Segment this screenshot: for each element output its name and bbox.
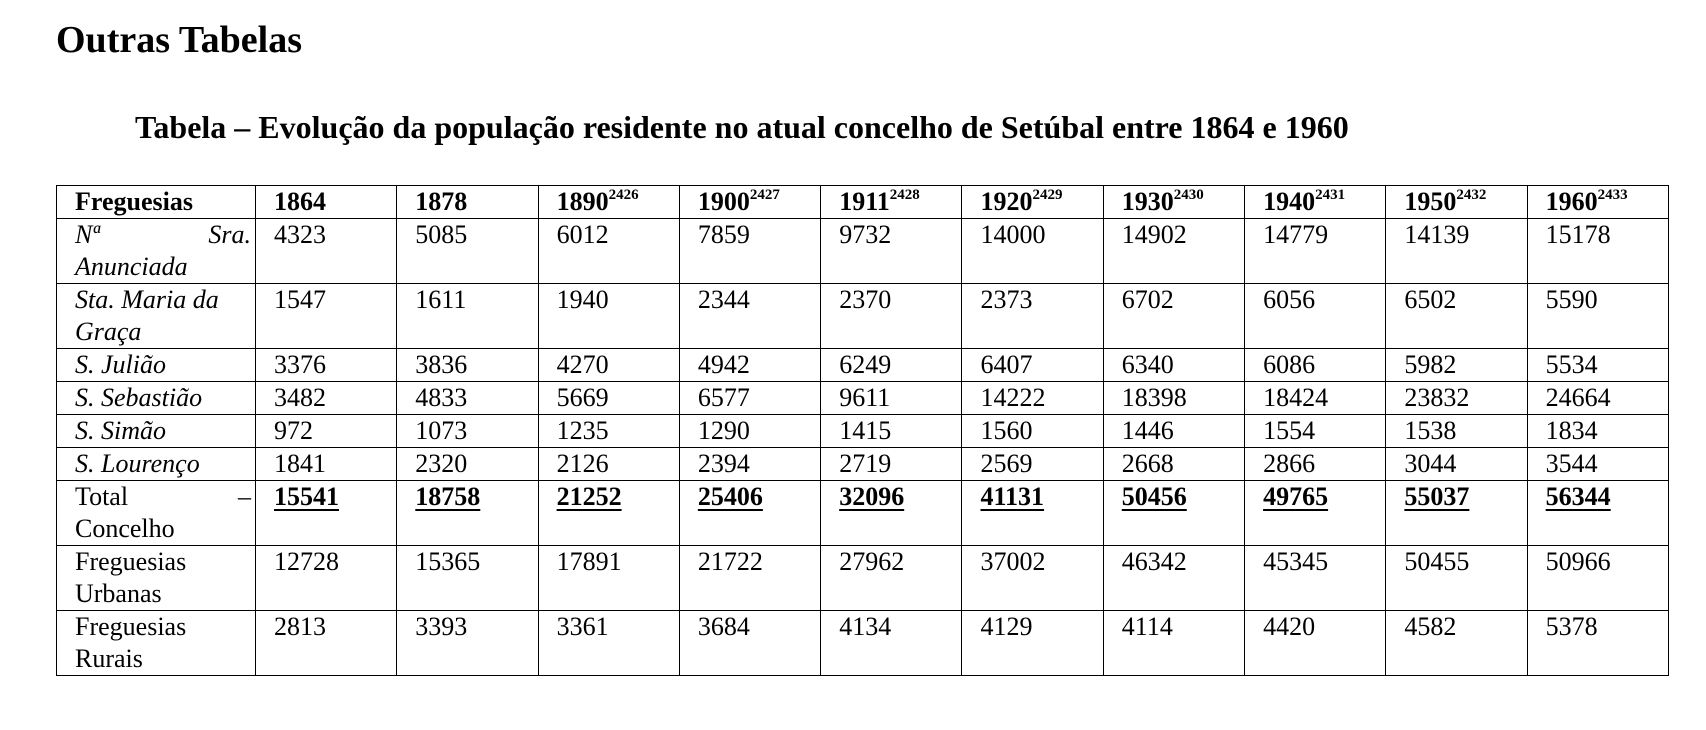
column-header-year xyxy=(821,186,962,219)
footnote-ref: 2431 xyxy=(1315,187,1346,203)
table-cell: 4420 xyxy=(1245,611,1386,676)
year-label: 1864 xyxy=(274,187,326,216)
table-cell: 4129 xyxy=(962,611,1103,676)
table-cell: 6502 xyxy=(1386,284,1527,349)
table-cell: 1611 xyxy=(397,284,538,349)
total-label-line: Concelho xyxy=(75,514,175,543)
parish-name: S. Lourenço xyxy=(57,448,256,481)
total-cell xyxy=(679,481,820,546)
column-header-year xyxy=(1245,186,1386,219)
footnote-ref: 2426 xyxy=(608,187,639,203)
table-row xyxy=(57,349,1669,382)
year-label: 1930 xyxy=(1121,187,1174,216)
total-cell xyxy=(821,481,962,546)
table-cell: 6056 xyxy=(1245,284,1386,349)
rural-label-line: Rurais xyxy=(75,644,143,673)
total-cell xyxy=(397,481,538,546)
year-label: 1920 xyxy=(980,187,1033,216)
total-label-line xyxy=(75,481,251,513)
table-cell: 5534 xyxy=(1527,349,1668,382)
parish-name-part: Sra. xyxy=(208,220,251,249)
total-label-part: – xyxy=(238,482,251,511)
total-cell xyxy=(538,481,679,546)
table-cell: 6249 xyxy=(821,349,962,382)
table-cell: 4270 xyxy=(538,349,679,382)
total-value: 50456 xyxy=(1121,482,1187,511)
table-cell: 14902 xyxy=(1103,219,1244,284)
table-cell: 17891 xyxy=(538,546,679,611)
table-cell: 2394 xyxy=(679,448,820,481)
table-cell: 2370 xyxy=(821,284,962,349)
table-cell: 9732 xyxy=(821,219,962,284)
table-cell: 4134 xyxy=(821,611,962,676)
column-header-freguesias: Freguesias xyxy=(57,186,256,219)
column-header-year xyxy=(1527,186,1668,219)
table-row xyxy=(57,284,1669,349)
table-cell: 23832 xyxy=(1386,382,1527,415)
year-label: 1900 xyxy=(697,187,750,216)
year-label: 1960 xyxy=(1545,187,1598,216)
table-cell: 1415 xyxy=(821,415,962,448)
table-row xyxy=(57,382,1669,415)
total-value: 18758 xyxy=(415,482,481,511)
section-title: Outras Tabelas xyxy=(56,19,303,61)
total-label xyxy=(57,481,256,546)
table-cell: 1940 xyxy=(538,284,679,349)
table-cell: 2344 xyxy=(679,284,820,349)
table-cell: 24664 xyxy=(1527,382,1668,415)
year-label: 1890 xyxy=(556,187,609,216)
total-value: 55037 xyxy=(1404,482,1470,511)
table-cell: 6012 xyxy=(538,219,679,284)
table-cell: 2320 xyxy=(397,448,538,481)
table-cell: 6086 xyxy=(1245,349,1386,382)
table-cell: 50966 xyxy=(1527,546,1668,611)
table-cell: 1446 xyxy=(1103,415,1244,448)
urban-label-line: Freguesias xyxy=(75,547,187,576)
table-cell: 15365 xyxy=(397,546,538,611)
year-label: 1878 xyxy=(415,187,468,216)
parish-name: S. Julião xyxy=(57,349,256,382)
total-value: 56344 xyxy=(1545,482,1611,511)
table-cell: 4582 xyxy=(1386,611,1527,676)
table-cell: 4114 xyxy=(1103,611,1244,676)
total-value: 25406 xyxy=(697,482,763,511)
table-cell: 3376 xyxy=(256,349,397,382)
parish-name xyxy=(57,219,256,284)
table-cell: 2719 xyxy=(821,448,962,481)
table-cell: 7859 xyxy=(679,219,820,284)
table-cell: 1547 xyxy=(256,284,397,349)
footnote-ref: 2432 xyxy=(1456,187,1487,203)
table-cell: 2866 xyxy=(1245,448,1386,481)
footnote-ref: 2427 xyxy=(749,187,780,203)
table-cell: 2126 xyxy=(538,448,679,481)
column-header-year xyxy=(538,186,679,219)
table-cell: 2373 xyxy=(962,284,1103,349)
column-header-year xyxy=(679,186,820,219)
table-cell: 1554 xyxy=(1245,415,1386,448)
footnote-ref: 2428 xyxy=(889,187,920,203)
table-cell: 14222 xyxy=(962,382,1103,415)
table-row xyxy=(57,415,1669,448)
parish-name-part: Nª xyxy=(75,220,100,249)
table-cell: 6340 xyxy=(1103,349,1244,382)
table-cell: 1841 xyxy=(256,448,397,481)
column-header-year xyxy=(256,186,397,219)
total-cell xyxy=(1527,481,1668,546)
table-cell: 9611 xyxy=(821,382,962,415)
urban-label-line: Urbanas xyxy=(75,579,162,608)
urban-label xyxy=(57,546,256,611)
table-cell: 45345 xyxy=(1245,546,1386,611)
table-cell: 5590 xyxy=(1527,284,1668,349)
parish-name: Sta. Maria da Graça xyxy=(57,284,256,349)
total-cell xyxy=(1386,481,1527,546)
table-cell: 1290 xyxy=(679,415,820,448)
table-title: Tabela – Evolução da população residente no atual concelho de Setúbal entre 1864 e 1960 xyxy=(135,109,1349,145)
table-cell: 6407 xyxy=(962,349,1103,382)
total-row xyxy=(57,481,1669,546)
table-cell: 5378 xyxy=(1527,611,1668,676)
table-cell: 6702 xyxy=(1103,284,1244,349)
table-cell: 15178 xyxy=(1527,219,1668,284)
footnote-ref: 2429 xyxy=(1032,187,1063,203)
table-cell: 3684 xyxy=(679,611,820,676)
footnote-ref: 2430 xyxy=(1173,187,1204,203)
column-header-year xyxy=(397,186,538,219)
column-header-year xyxy=(1103,186,1244,219)
table-cell: 18424 xyxy=(1245,382,1386,415)
table-cell: 5085 xyxy=(397,219,538,284)
table-cell: 5669 xyxy=(538,382,679,415)
footnote-ref: 2433 xyxy=(1597,187,1628,203)
table-cell: 12728 xyxy=(256,546,397,611)
total-value: 49765 xyxy=(1263,482,1329,511)
table-cell: 6577 xyxy=(679,382,820,415)
total-value: 21252 xyxy=(556,482,622,511)
table-cell: 14139 xyxy=(1386,219,1527,284)
total-cell xyxy=(962,481,1103,546)
table-cell: 14000 xyxy=(962,219,1103,284)
total-label-part: Total xyxy=(75,482,129,511)
parish-name: S. Sebastião xyxy=(57,382,256,415)
total-cell xyxy=(256,481,397,546)
table-row xyxy=(57,219,1669,284)
table-cell: 3361 xyxy=(538,611,679,676)
column-header-year xyxy=(1386,186,1527,219)
table-cell: 2668 xyxy=(1103,448,1244,481)
table-cell: 2813 xyxy=(256,611,397,676)
table-cell: 3836 xyxy=(397,349,538,382)
table-cell: 4323 xyxy=(256,219,397,284)
table-cell: 1834 xyxy=(1527,415,1668,448)
column-header-year xyxy=(962,186,1103,219)
table-cell: 5982 xyxy=(1386,349,1527,382)
table-row xyxy=(57,448,1669,481)
table-cell: 21722 xyxy=(679,546,820,611)
table-cell: 3544 xyxy=(1527,448,1668,481)
table-cell: 18398 xyxy=(1103,382,1244,415)
table-cell: 3044 xyxy=(1386,448,1527,481)
parish-name-line xyxy=(75,219,251,251)
table-cell: 1235 xyxy=(538,415,679,448)
table-cell: 37002 xyxy=(962,546,1103,611)
table-cell: 4942 xyxy=(679,349,820,382)
table-cell: 1073 xyxy=(397,415,538,448)
total-cell xyxy=(1245,481,1386,546)
total-value: 41131 xyxy=(980,482,1045,511)
rural-label-line: Freguesias xyxy=(75,612,187,641)
population-table xyxy=(56,185,1669,676)
rural-row xyxy=(57,611,1669,676)
table-cell: 972 xyxy=(256,415,397,448)
rural-label xyxy=(57,611,256,676)
table-cell: 46342 xyxy=(1103,546,1244,611)
table-cell: 50455 xyxy=(1386,546,1527,611)
table-cell: 1538 xyxy=(1386,415,1527,448)
year-label: 1911 xyxy=(839,187,890,216)
total-cell xyxy=(1103,481,1244,546)
table-cell: 3393 xyxy=(397,611,538,676)
table-cell: 3482 xyxy=(256,382,397,415)
table-cell: 14779 xyxy=(1245,219,1386,284)
table-header-row xyxy=(57,186,1669,219)
total-value: 32096 xyxy=(839,482,905,511)
total-value: 15541 xyxy=(274,482,339,511)
table-cell: 27962 xyxy=(821,546,962,611)
table-cell: 1560 xyxy=(962,415,1103,448)
year-label: 1940 xyxy=(1263,187,1316,216)
parish-name-line: Anunciada xyxy=(75,252,188,281)
table-cell: 4833 xyxy=(397,382,538,415)
year-label: 1950 xyxy=(1404,187,1457,216)
parish-name: S. Simão xyxy=(57,415,256,448)
urban-row xyxy=(57,546,1669,611)
table-cell: 2569 xyxy=(962,448,1103,481)
